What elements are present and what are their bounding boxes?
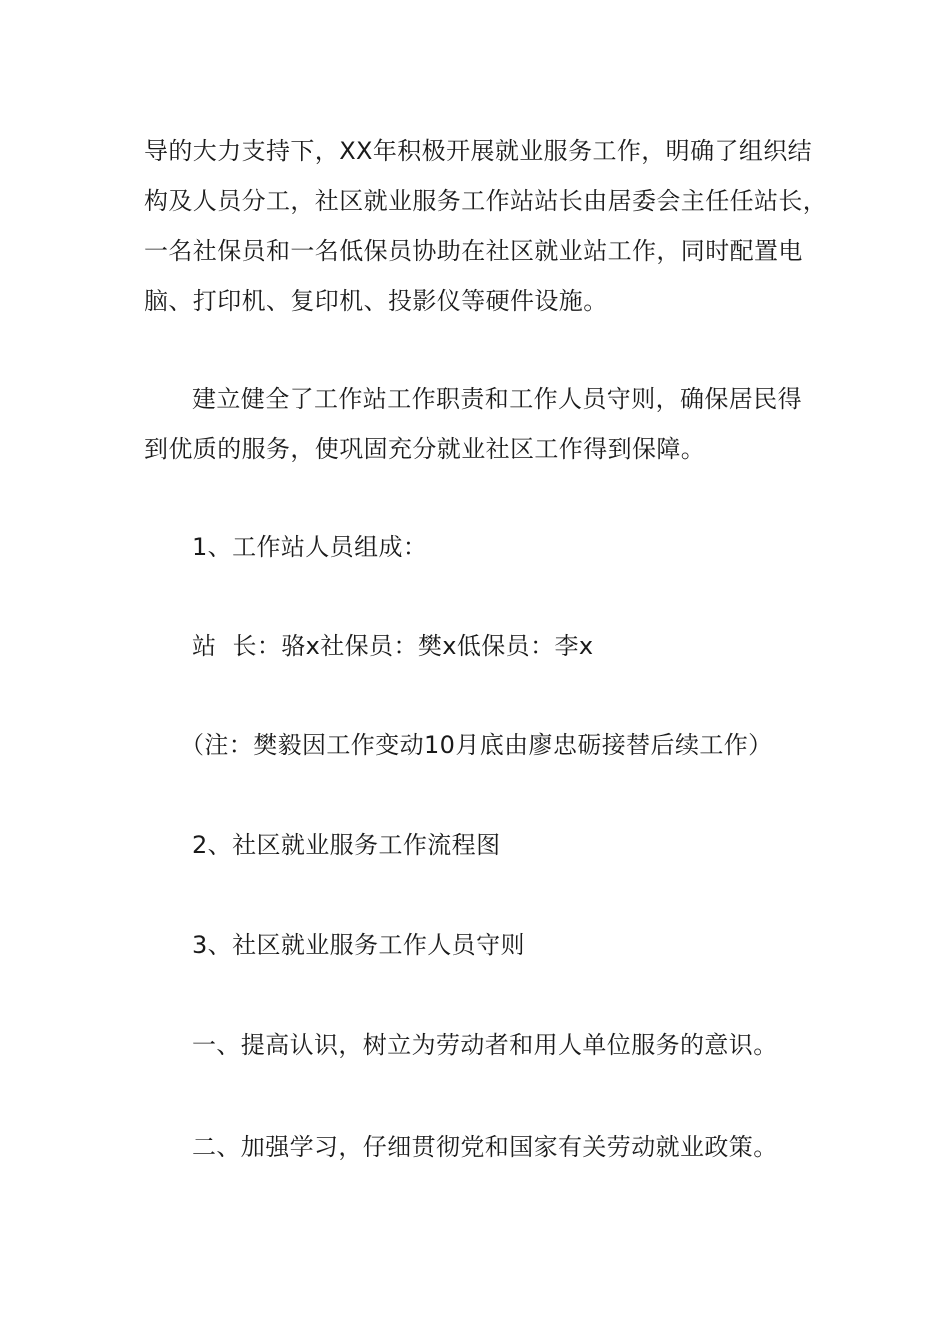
text-line: 2、社区就业服务工作流程图 — [192, 831, 501, 859]
staff-line — [192, 621, 832, 671]
text-line: 二、加强学习，仔细贯彻党和国家有关劳动就业政策。 — [192, 1133, 778, 1161]
paragraph-rules-established — [144, 374, 824, 474]
text-line: 一名社保员和一名低保员协助在社区就业站工作，同时配置电 — [144, 237, 803, 265]
text-line: 3、社区就业服务工作人员守则 — [192, 931, 525, 959]
text-line: 一、提高认识，树立为劳动者和用人单位服务的意识。 — [192, 1031, 778, 1059]
item1-heading — [192, 522, 832, 572]
text-line: 构及人员分工，社区就业服务工作站站长由居委会主任任站长， — [144, 187, 828, 215]
text-line: 建立健全了工作站工作职责和工作人员守则，确保居民得 — [192, 385, 802, 413]
text-line: 1、工作站人员组成： — [192, 533, 428, 561]
text-line: 站 长：骆x社保员：樊x低保员：李x — [192, 632, 594, 660]
text-line: （注：樊毅因工作变动10月底由廖忠砺接替后续工作） — [180, 731, 773, 759]
rule-2 — [192, 1122, 832, 1172]
note-line — [180, 720, 820, 770]
item3-heading — [192, 920, 832, 970]
item2-heading — [192, 820, 832, 870]
text-line: 到优质的服务，使巩固充分就业社区工作得到保障。 — [144, 435, 706, 463]
paragraph-organization — [144, 126, 828, 326]
text-line: 导的大力支持下，XX年积极开展就业服务工作，明确了组织结 — [144, 137, 813, 165]
rule-1 — [192, 1020, 832, 1070]
text-line: 脑、打印机、复印机、投影仪等硬件设施。 — [144, 287, 608, 315]
